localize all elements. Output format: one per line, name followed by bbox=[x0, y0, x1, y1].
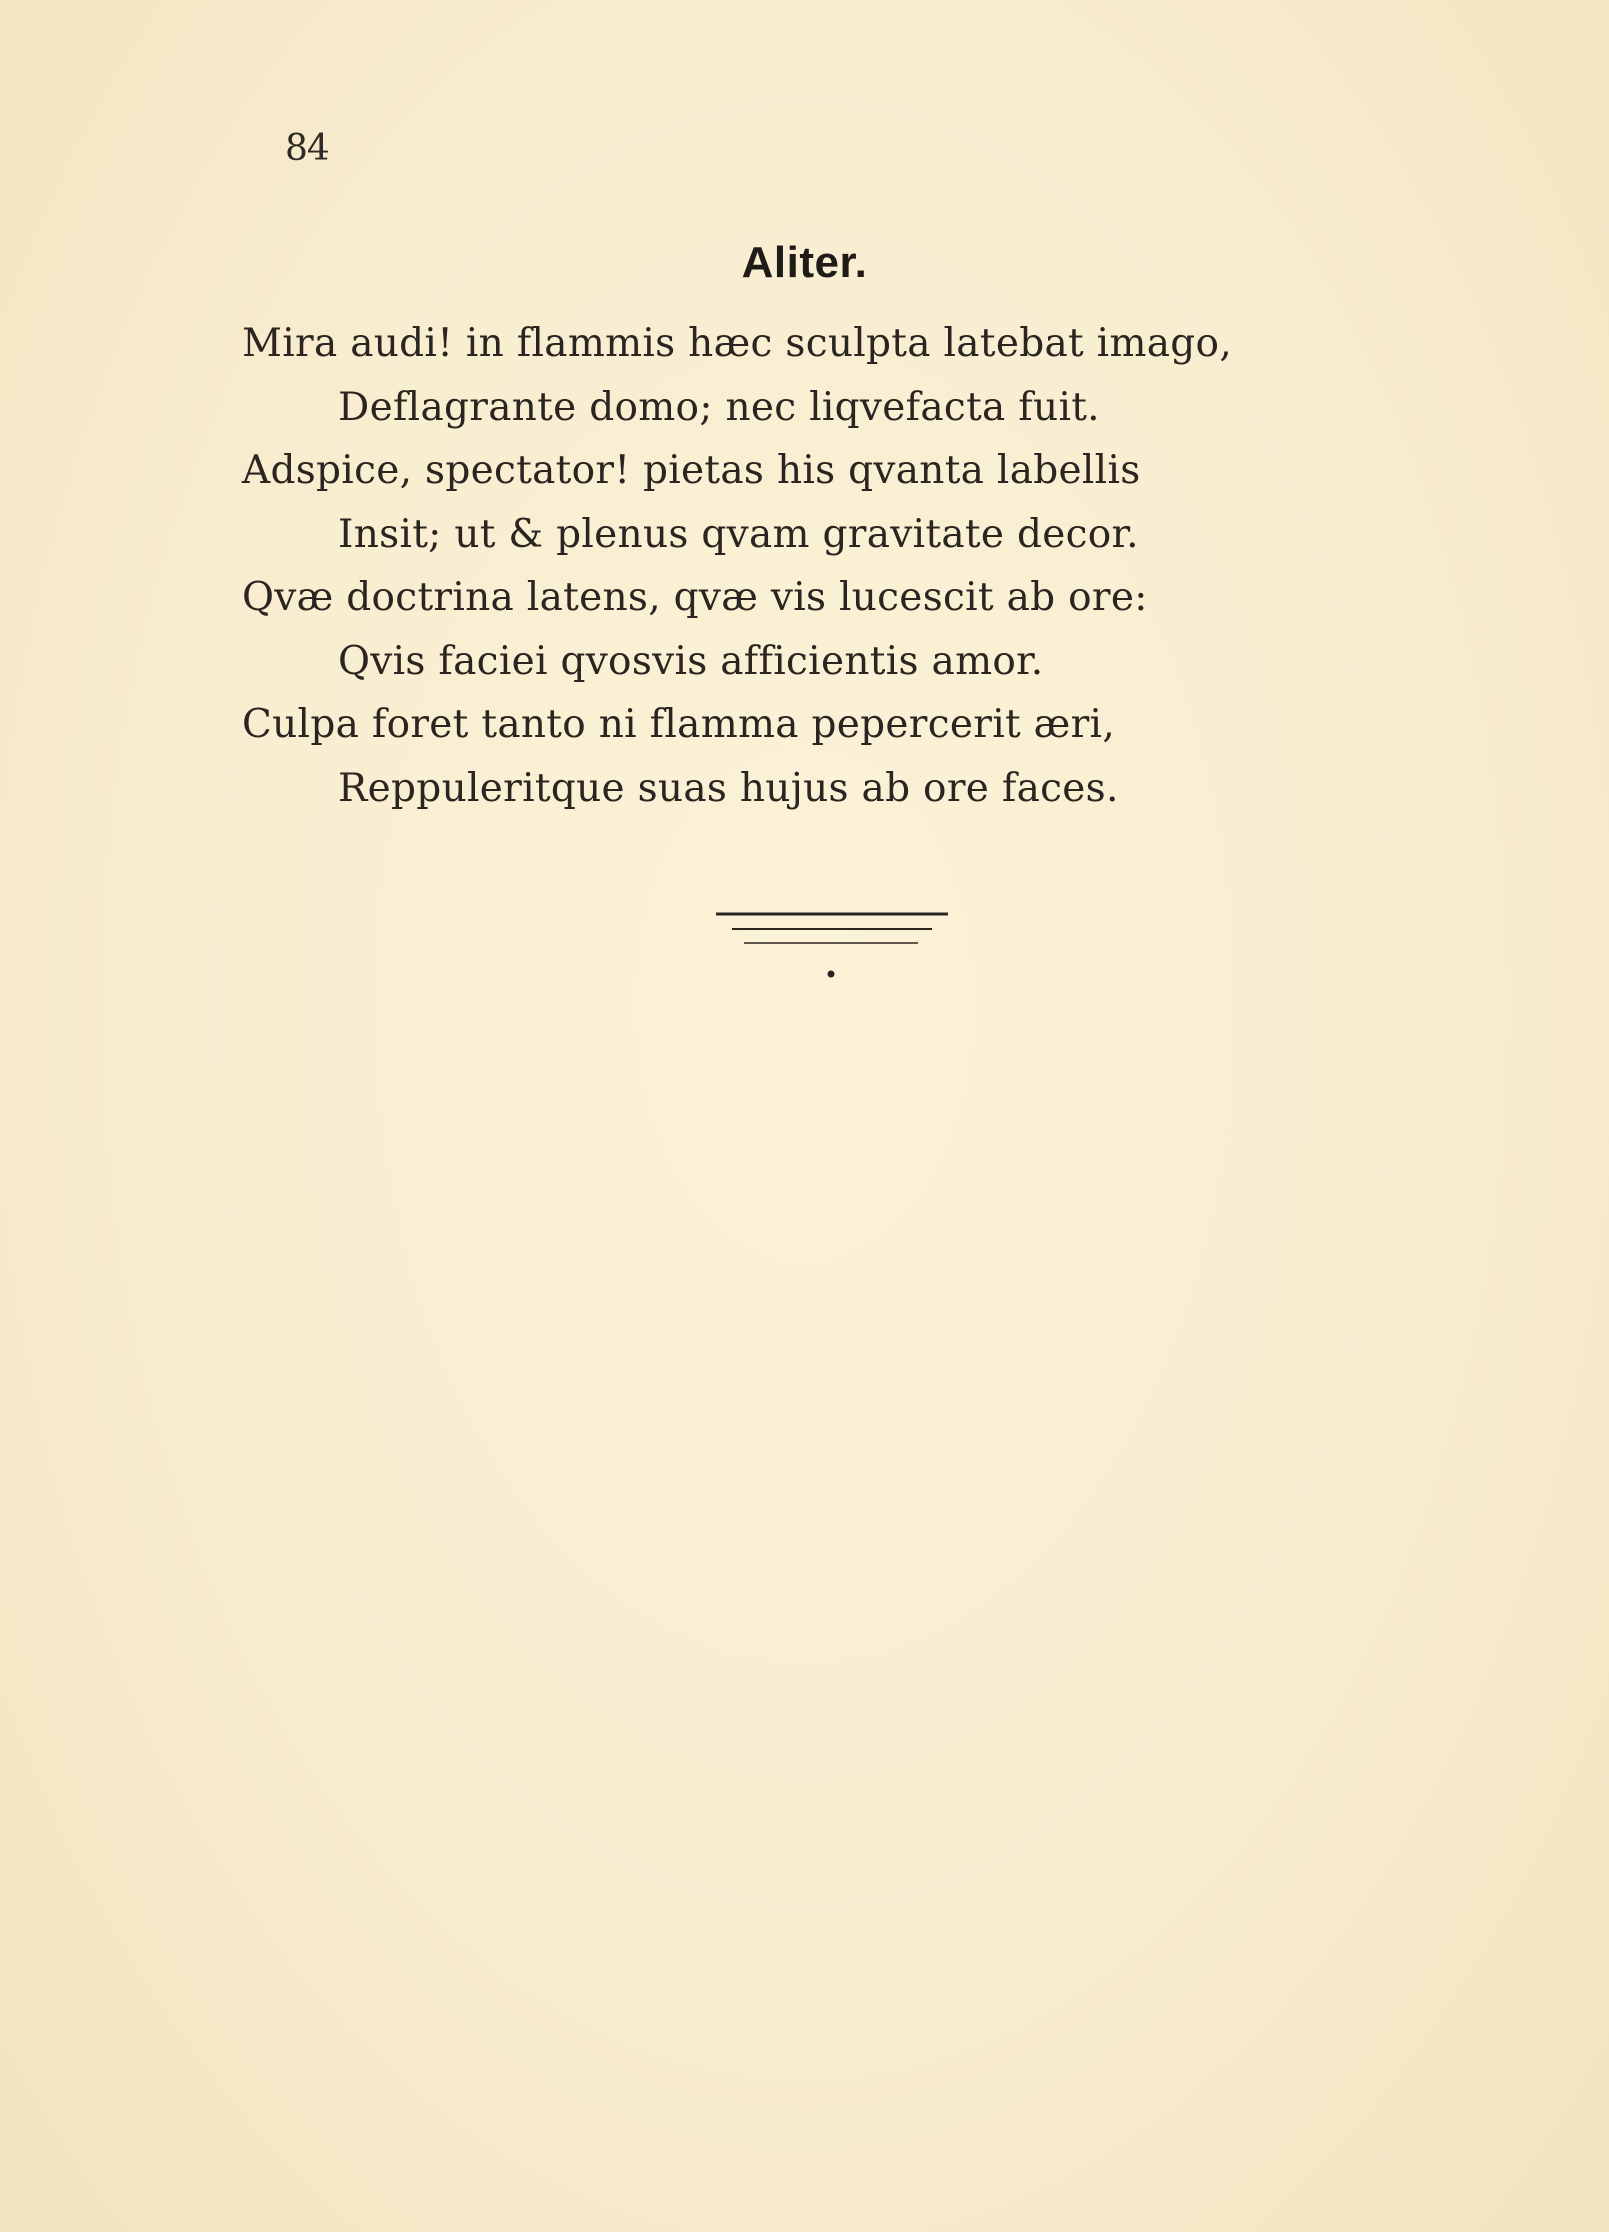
verse-line-2: Deflagrante domo; nec liqvefacta fuit. bbox=[338, 384, 1100, 430]
verse-line-5: Qvæ doctrina latens, qvæ vis lucescit ab ore: bbox=[242, 575, 1148, 620]
page-number: 84 bbox=[285, 128, 329, 169]
verse-line-7: Culpa foret tanto ni flamma pepercerit æri, bbox=[242, 702, 1116, 747]
verse-line-8: Reppuleritque suas hujus ab ore faces. bbox=[338, 765, 1119, 811]
poem-heading: Aliter. bbox=[741, 238, 868, 287]
poem-body bbox=[242, 312, 1392, 820]
verse-line-6: Qvis faciei qvosvis afficientis amor. bbox=[338, 638, 1044, 684]
verse-line-1: Mira audi! in flammis hæc sculpta latebat imago, bbox=[242, 321, 1233, 366]
verse-line-3: Adspice, spectator! pietas his qvanta labellis bbox=[242, 448, 1141, 493]
verse-line-4: Insit; ut & plenus qvam gravitate decor. bbox=[338, 511, 1139, 557]
